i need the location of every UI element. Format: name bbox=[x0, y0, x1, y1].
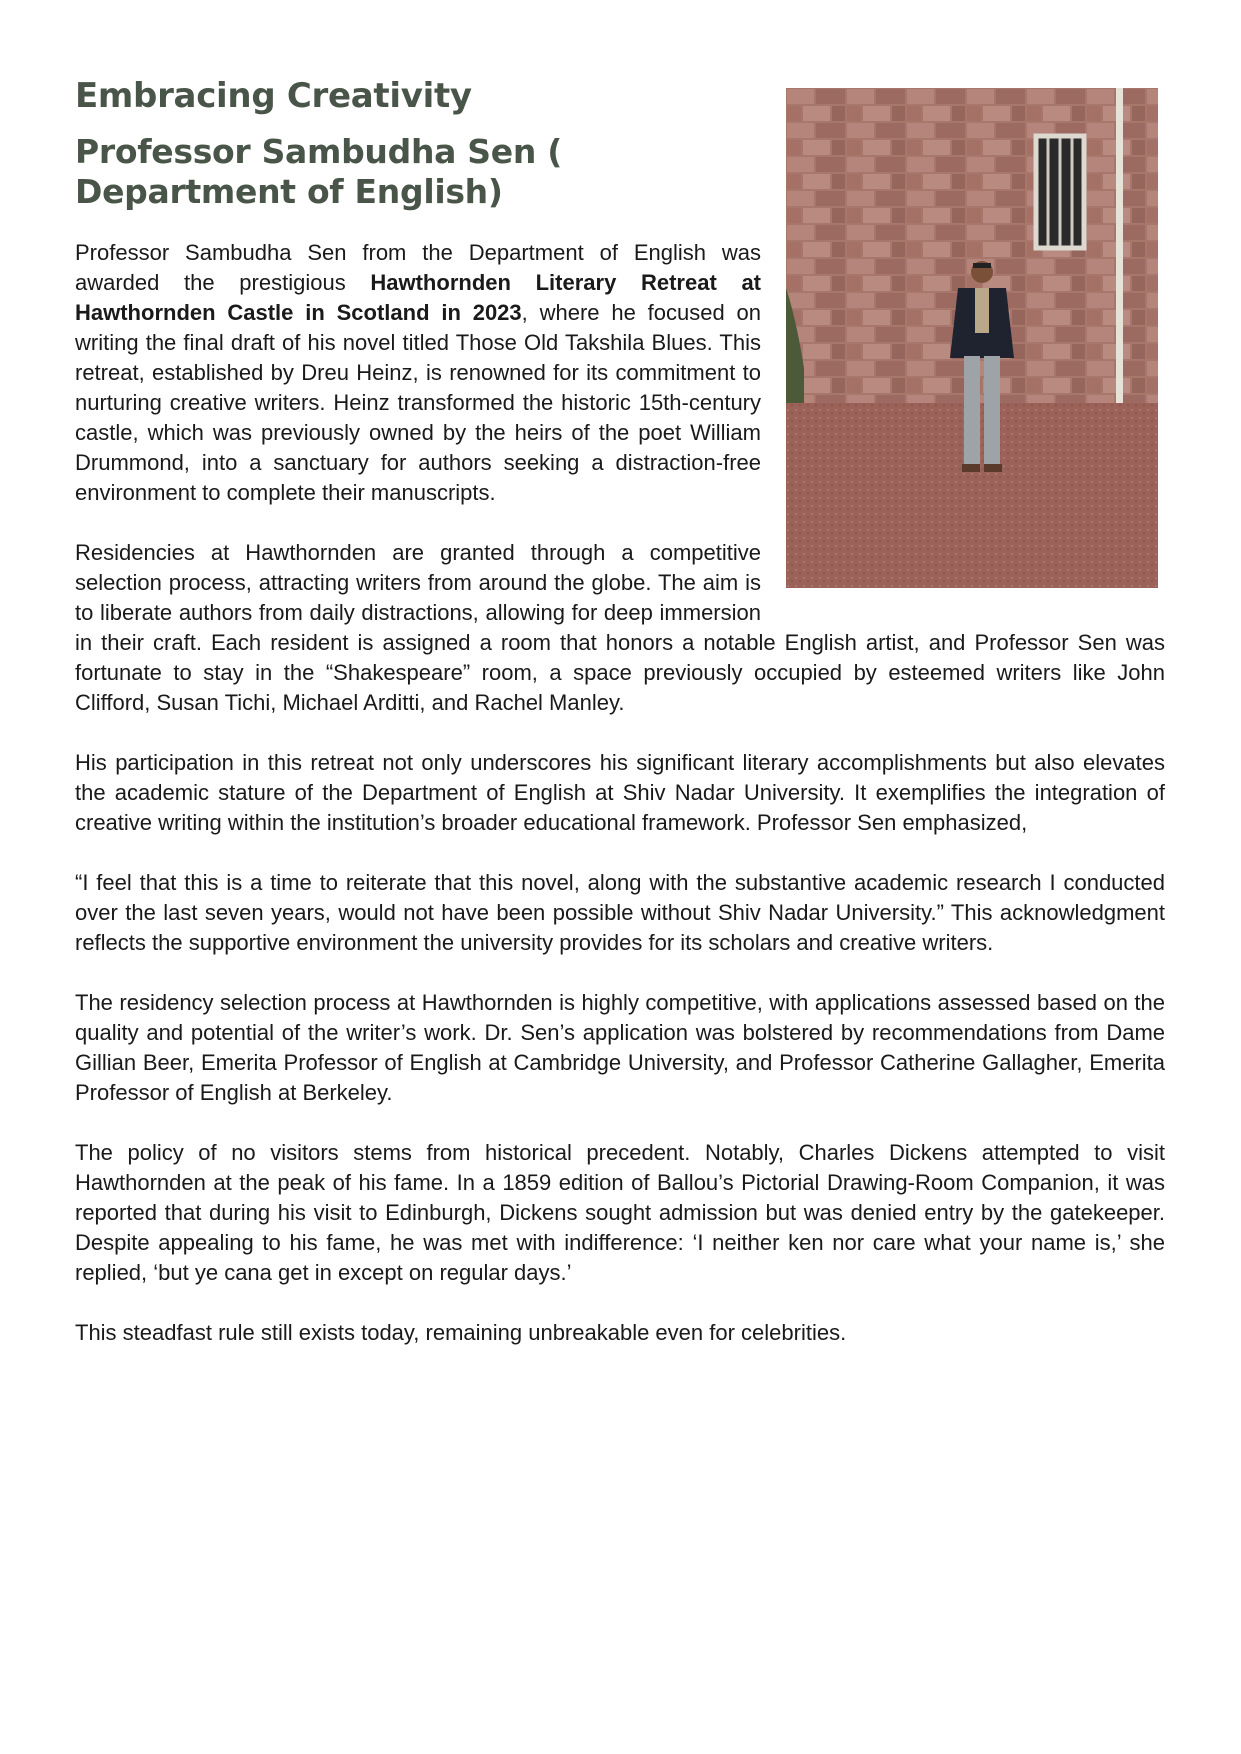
article-subtitle: Professor Sambudha Sen ( Department of English) bbox=[75, 132, 563, 211]
paragraph-6: The policy of no visitors stems from historical precedent. Notably, Charles Dickens attempted to visit Hawthornden at the peak of his fame. In a 1859 edition of Ballou’s Pictorial Drawing-Room Companion, it was reported that during his visit to Edinburgh, Dickens sought admission but was denied entry by the gatekeeper. Despite appealing to his fame, he was met with indifference: ‘I neither ken nor care what your name is,’ she replied, ‘but ye cana get in except on regular days.’ bbox=[75, 1140, 1165, 1285]
retreat-name-highlight: Hawthornden Literary Retreat at Hawthornden Castle in Scotland in 2023 bbox=[75, 270, 762, 325]
paragraph-1-intro: Professor Sambudha Sen from the Department of English was awarded the prestigious bbox=[75, 240, 761, 295]
paragraph-5: The residency selection process at Hawthornden is highly competitive, with applications assessed based on the quality and potential of the writer’s work. Dr. Sen’s application was bolstered by recommendations from Dame Gillian Beer, Emerita Professor of English at Cambridge University, and Professor Catherine Gallagher, Emerita Professor of English at Berkeley. bbox=[75, 990, 1165, 1105]
article-title: Embracing Creativity bbox=[75, 76, 472, 116]
paragraph-4-quote: “I feel that this is a time to reiterate that this novel, along with the substantive academic research I conducted over the last seven years, would not have been possible without Shiv Nadar University.” This acknowledgment reflects the supportive environment the university provides for its scholars and creative writers. bbox=[75, 870, 1165, 955]
article-body bbox=[75, 238, 1165, 1378]
paragraph-7: This steadfast rule still exists today, remaining unbreakable even for celebrities. bbox=[75, 1320, 847, 1345]
paragraph-2: Residencies at Hawthornden are granted through a competitive selection process, attracting writers from around the globe. The aim is to liberate authors from daily distractions, allowing for deep immersion in their craft. Each resident is assigned a room that honors a notable English artist, and Professor Sen was fortunate to stay in the “Shakespeare” room, a space previously occupied by esteemed writers like John Clifford, Susan Tichi, Michael Arditti, and Rachel Manley. bbox=[75, 540, 1165, 715]
paragraph-1-rest: , where he focused on writing the final draft of his novel titled Those Old Takshila Blues. This retreat, established by Dreu Heinz, is renowned for its commitment to nurturing creative writers. Heinz transformed the historic 15th-century castle, which was previously owned by the heirs of the poet William Drummond, into a sanctuary for authors seeking a distraction-free environment to complete their manuscripts. bbox=[75, 300, 761, 505]
paragraph-3: His participation in this retreat not only underscores his significant literary accomplishments but also elevates the academic stature of the Department of English at Shiv Nadar University. It exemplifies the integration of creative writing within the institution’s broader educational framework. Professor Sen emphasized, bbox=[75, 750, 1165, 835]
